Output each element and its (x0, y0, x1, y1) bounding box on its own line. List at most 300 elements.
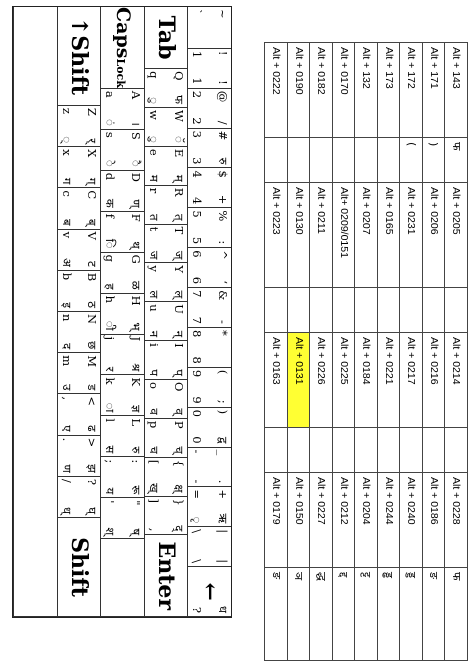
glyph-cell (310, 288, 333, 333)
key-char-bl: p (146, 420, 161, 429)
key-char-bl: b (59, 272, 74, 281)
key-char-br: 3 (190, 157, 205, 165)
key-char-bl: e (146, 148, 161, 156)
alt-code-cell: Alt + 0231 (400, 183, 423, 288)
key-char-bl: f (103, 213, 118, 218)
key-q (144, 69, 188, 108)
key-lbracket (144, 458, 188, 497)
keyboard-row (100, 7, 144, 617)
glyph-cell (310, 138, 333, 183)
key-char-br: 5 (190, 236, 205, 245)
key-pipe (187, 527, 231, 567)
key-char-tl: $ (216, 170, 230, 178)
key-char-tr: ज्ञ (128, 405, 143, 413)
key-w (144, 108, 188, 147)
key-char-br: 6 (190, 276, 205, 285)
alt-code-cell: Alt + 0226 (310, 333, 333, 428)
alt-code-cell: Alt + 0205 (445, 183, 468, 288)
key-char-tr: प् (172, 369, 187, 376)
key-char-tl: ~ (216, 9, 230, 19)
key-0 (187, 408, 231, 448)
key-char-tl: & (216, 290, 230, 301)
key-char-bl: 8 (190, 329, 205, 338)
key-char-tl: E (172, 148, 187, 158)
key-label: Tab (153, 15, 180, 60)
key-label: CapsLock (111, 7, 134, 88)
key-char-tr: : (216, 240, 230, 245)
key-equal (187, 487, 231, 527)
key-char-bl: v (59, 231, 74, 239)
glyph-cell: ङ (265, 568, 288, 661)
alt-code-cell: Alt + 0163 (265, 333, 288, 428)
key-char-tr: द् (172, 525, 187, 532)
key-char-tl: Q (172, 71, 187, 81)
alt-code-cell: Alt + 0212 (333, 473, 356, 568)
key-char-bl: 7 (190, 290, 205, 298)
key-char-tr: ब् (85, 218, 100, 226)
key-char-tl: W (172, 110, 187, 122)
key-char-bl: d (103, 172, 118, 181)
key-char-br: ि (103, 238, 118, 249)
key-char-tl: + (216, 489, 230, 500)
key-char-tl: ) (216, 409, 230, 415)
key-char-tl: O (172, 381, 187, 392)
key-char-bl: ] (146, 498, 161, 504)
key-semicolon (100, 457, 144, 498)
key-char-tr: म् (172, 174, 187, 182)
alt-code-cell: Alt + 0222 (265, 43, 288, 138)
key-char-tl: Y (172, 265, 187, 274)
key-char-tr: ऋ (216, 513, 230, 524)
key-char-tl: U (172, 304, 187, 314)
key-char-tr: रू (128, 485, 143, 495)
keyboard-row (13, 7, 57, 617)
key-char-tr: च् (172, 446, 187, 454)
alt-code-cell: Alt + 0217 (400, 333, 423, 428)
key-char-tr: ै (128, 159, 143, 167)
key-6 (187, 248, 231, 288)
glyph-cell: ड्ढ (378, 568, 401, 661)
alt-code-cell: Alt + 0131 (288, 333, 311, 428)
key-char-tr: + (216, 194, 230, 205)
key-char-bl: 6 (190, 250, 205, 258)
key-char-br: ण (59, 464, 74, 473)
key-char-bl: 5 (190, 210, 205, 218)
alt-code-cell: Alt + 0165 (378, 183, 401, 288)
key-char-bl: 3 (190, 130, 205, 138)
alt-code-cell: Alt + 0211 (310, 183, 333, 288)
key-char-tr: / (216, 120, 230, 125)
key-char-br: ध् (59, 506, 74, 515)
glyph-cell (378, 428, 401, 473)
key-char-tr: ट (85, 260, 100, 267)
key-char-bl: 2 (190, 90, 205, 99)
key-j (100, 335, 144, 376)
key-char-tr: द्व (216, 436, 230, 444)
key-v (57, 230, 101, 271)
alt-code-cell: Alt + 0240 (400, 473, 423, 568)
key-char-bl: g (103, 254, 118, 262)
key-7 (187, 288, 231, 328)
shortcut-table-wrapper (269, 42, 468, 588)
key-char-bl: u (146, 304, 161, 312)
key-rbracket (144, 497, 188, 536)
key-char-bl: y (146, 265, 161, 272)
key-z (57, 106, 101, 147)
key-8 (187, 328, 231, 368)
key-char-bl: h (103, 295, 118, 303)
key-1 (187, 49, 231, 89)
key-char-tl: X (85, 149, 100, 158)
key-char-tl: M (85, 355, 100, 367)
key-char-tr: न् (172, 330, 187, 338)
key-char-tl: P (172, 420, 187, 429)
key-char-tl: | (216, 529, 230, 534)
table-row (355, 43, 378, 661)
glyph-cell: ) (423, 138, 446, 183)
key-char-br: य (103, 487, 118, 495)
table-row (423, 43, 446, 661)
key-char-br: च (146, 446, 161, 454)
glyph-cell (333, 428, 356, 473)
key-rshift (57, 518, 101, 617)
key-minus (187, 448, 231, 488)
alt-code-cell: Alt + 0228 (445, 473, 468, 568)
glyph-cell (423, 288, 446, 333)
glyph-cell (355, 428, 378, 473)
alt-code-cell: Alt + 0150 (288, 473, 311, 568)
glyph-cell (400, 288, 423, 333)
key-char-tl: D (128, 172, 143, 182)
key-char-bl: r (146, 187, 161, 194)
key-char-br: ? (190, 606, 205, 613)
key-quote (100, 498, 144, 539)
key-char-br: ब (59, 218, 74, 226)
key-char-tl: } (172, 498, 187, 506)
key-char-br: ु (146, 97, 161, 104)
glyph-cell (378, 138, 401, 183)
key-e (144, 147, 188, 186)
key-char-tl: Z (85, 107, 100, 116)
key-slash (57, 477, 101, 518)
alt-code-cell: Alt+ 0209/0151 (333, 183, 356, 288)
key-label: ↑Shift (65, 16, 92, 96)
alt-code-cell: Alt + 172 (400, 43, 423, 138)
key-o (144, 380, 188, 419)
key-char-tr: ध (216, 605, 230, 613)
key-char-bl: w (146, 110, 161, 120)
glyph-cell: फ (445, 568, 468, 661)
alt-code-cell: Alt + 173 (378, 43, 401, 138)
key-char-br: 7 (190, 316, 205, 324)
key-k (100, 375, 144, 416)
key-9 (187, 368, 231, 408)
key-char-tl: % (216, 210, 230, 222)
glyph-cell (288, 288, 311, 333)
key-char-tr: ! (216, 80, 230, 85)
key-char-tl: A (128, 90, 143, 100)
key-char-br: श् (103, 527, 118, 536)
key-char-br: र (103, 366, 118, 372)
key-char-bl: a (103, 90, 118, 98)
key-m (57, 353, 101, 394)
table-row (288, 43, 311, 661)
key-char-tr: ‘ (216, 280, 230, 285)
glyph-cell (400, 428, 423, 473)
key-period (57, 436, 101, 477)
key-char-bl: [ (146, 459, 161, 465)
alt-code-table (265, 42, 469, 661)
key-char-br: क (103, 198, 118, 208)
alt-code-cell: Alt + 0227 (310, 473, 333, 568)
key-d (100, 171, 144, 212)
key-char-tr: . (216, 479, 230, 484)
key-char-tr: थ् (128, 241, 143, 249)
key-char-bl: = (190, 489, 205, 500)
key-char-tr: ढ (85, 425, 100, 432)
glyph-cell: ञ (288, 568, 311, 661)
key-char-bl: s (103, 131, 118, 138)
key-tab (144, 7, 188, 69)
key-char-bl: j (103, 336, 118, 341)
key-char-br: उ (59, 384, 74, 391)
glyph-cell (265, 428, 288, 473)
alt-code-cell: Alt + 0244 (378, 473, 401, 568)
key-char-tr: र् (85, 138, 100, 144)
key-char-bl: z (59, 107, 74, 114)
alt-code-cell: Alt + 171 (423, 43, 446, 138)
key-char-tl: B (85, 272, 100, 282)
key-char-br: ल (146, 290, 161, 299)
key-char-tr: घ् (85, 507, 100, 515)
key-char-tl: J (128, 336, 143, 342)
key-char-bl: c (59, 190, 74, 197)
glyph-cell (333, 288, 356, 333)
alt-code-cell: Alt + 0182 (310, 43, 333, 138)
key-char-bl: ' (103, 500, 118, 504)
alt-code-cell: Alt + 0179 (265, 473, 288, 568)
key-char-br: 9 (190, 396, 205, 404)
key-char-tr: ण् (128, 199, 143, 208)
key-char-tl: N (85, 314, 100, 325)
key-char-br: म (146, 174, 161, 182)
key-a (100, 89, 144, 130)
key-char-tr: ज् (172, 250, 187, 260)
key-char-br: ग (59, 177, 74, 185)
key-char-br: इ (59, 302, 74, 308)
key-char-bl: o (146, 381, 161, 389)
key-char-br: ख् (146, 483, 161, 493)
glyph-cell (333, 138, 356, 183)
glyph-cell: ( (400, 138, 423, 183)
key-5 (187, 208, 231, 248)
key-char-br: ृ (190, 516, 205, 524)
table-row (265, 43, 288, 661)
key-char-tl: V (85, 231, 100, 240)
key-char-br: व (146, 408, 161, 415)
key-caps (100, 7, 144, 89)
key-char-tr: ळ (128, 280, 143, 290)
key-r (144, 186, 188, 225)
key-char-br: ् (59, 136, 74, 144)
key-char-br: ं (103, 118, 118, 126)
glyph-cell (445, 428, 468, 473)
keyboard-row (187, 7, 231, 617)
alt-code-cell: Alt + 0170 (333, 43, 356, 138)
key-f (100, 212, 144, 253)
key-char-br: े (103, 159, 118, 167)
key-char-br: 8 (190, 356, 205, 364)
key-char-tr: ; (216, 399, 230, 404)
alt-code-cell: Alt + 0216 (423, 333, 446, 428)
alt-code-cell: Alt + 132 (355, 43, 378, 138)
key-char-tr: ष् (128, 528, 143, 536)
alt-code-cell: Alt + 0221 (378, 333, 401, 428)
key-char-tl: K (128, 377, 143, 387)
key-char-br: प (146, 369, 161, 376)
glyph-cell: ट्ट (355, 568, 378, 661)
key-char-br: त (146, 214, 161, 221)
key-char-br: 4 (190, 197, 205, 205)
key-char-bl: l (103, 418, 118, 423)
key-n (57, 312, 101, 353)
key-char-tl: " (128, 500, 143, 506)
key-char-tr: त् (172, 214, 187, 221)
key-char-br: , (146, 527, 161, 532)
key-char-bl: 9 (190, 369, 205, 378)
key-char-bl: q (146, 71, 161, 79)
key-char-tl: ? (85, 478, 100, 486)
key-char-tr: ठ (85, 301, 100, 308)
table-row (333, 43, 356, 661)
key-char-bl: 4 (190, 170, 205, 178)
key-i (144, 341, 188, 380)
key-char-bl: 1 (190, 50, 205, 59)
table-row (445, 43, 468, 661)
key-lshift (57, 7, 101, 106)
key-char-tl: @ (216, 90, 230, 103)
key-char-bl: n (59, 314, 74, 322)
alt-code-cell: Alt + 0130 (288, 183, 311, 288)
key-char-br: द (59, 343, 74, 350)
key-char-bl: x (59, 149, 74, 156)
key-char-tl: R (172, 187, 187, 197)
table-row (400, 43, 423, 661)
glyph-cell (265, 288, 288, 333)
key-s (100, 130, 144, 171)
key-char-bl: \ (190, 529, 205, 534)
glyph-cell (288, 138, 311, 183)
key-char-tl: _ (216, 449, 230, 456)
key-char-tl: C (85, 190, 100, 200)
key-char-br: ह (103, 283, 118, 290)
key-char-tr: ग् (85, 177, 100, 185)
key-c (57, 188, 101, 229)
key-char-tr: क्ष् (172, 484, 187, 493)
glyph-cell: ङ (423, 568, 446, 661)
key-char-br: न (146, 330, 161, 338)
alt-code-cell: Alt + 0207 (355, 183, 378, 288)
key-char-tr: रु (128, 446, 143, 454)
alt-code-cell: Alt + 0225 (333, 333, 356, 428)
key-char-br: ु (146, 136, 161, 143)
key-backspace (187, 567, 231, 617)
key-char-tl: > (85, 437, 100, 448)
glyph-cell: द्ध (310, 568, 333, 661)
key-char-tr: श्र (128, 363, 143, 372)
key-char-bl: ` (190, 9, 205, 15)
key-blank (100, 539, 144, 617)
alt-code-cell: Alt + 0223 (265, 183, 288, 288)
key-char-bl: k (103, 377, 118, 385)
key-char-br: अ (59, 257, 74, 267)
key-char-tr: झ (85, 464, 100, 473)
key-4 (187, 168, 231, 208)
key-label: Enter (153, 541, 180, 610)
key-char-br: 1 (190, 77, 205, 85)
key-char-bl: t (146, 226, 161, 232)
key-char-br: 0 (190, 436, 205, 444)
glyph-cell: ड्ड (400, 568, 423, 661)
key-sublabel: Lock (113, 58, 127, 88)
glyph-cell (355, 288, 378, 333)
key-p (144, 419, 188, 458)
alt-code-cell: Alt + 0184 (355, 333, 378, 428)
alt-code-cell: Alt + 0186 (423, 473, 446, 568)
key-char-tr: ॅ (172, 136, 187, 143)
key-char-tr: - (216, 320, 230, 324)
key-label: ← (196, 582, 223, 601)
key-char-tl: L (128, 418, 143, 427)
keyboard-row (57, 7, 101, 617)
alt-code-cell: Alt + 0190 (288, 43, 311, 138)
key-char-tl: F (128, 213, 143, 222)
key-char-br: - (190, 479, 205, 484)
key-char-tl: S (128, 131, 143, 140)
key-char-tl: ( (216, 369, 230, 375)
table-row (378, 43, 401, 661)
keyboard-layout-image (12, 6, 232, 618)
key-char-tl: I (172, 343, 187, 348)
key-t (144, 225, 188, 264)
glyph-cell: द्द (333, 568, 356, 661)
key-char-br: 2 (190, 117, 205, 125)
alt-code-cell: Alt + 0206 (423, 183, 446, 288)
key-char-bl: , (59, 396, 74, 401)
key-char-tr: ड (85, 384, 100, 391)
key-g (100, 253, 144, 294)
key-char-tr: व् (172, 408, 187, 415)
glyph-cell: फ (445, 138, 468, 183)
key-y (144, 263, 188, 302)
key-char-tl: < (85, 396, 100, 407)
key-char-tr: ल् (172, 290, 187, 299)
key-char-tl: * (216, 329, 230, 336)
key-char-bl: i (146, 343, 161, 347)
keyboard (13, 7, 231, 617)
key-char-tl: T (172, 226, 187, 235)
key-space-row (13, 7, 57, 617)
key-h (100, 294, 144, 335)
alt-code-cell: Alt + 0214 (445, 333, 468, 428)
alt-code-cell: Alt + 143 (445, 43, 468, 138)
key-comma (57, 394, 101, 435)
key-x (57, 147, 101, 188)
key-char-tl: H (128, 295, 143, 306)
key-char-tl: { (172, 459, 187, 468)
key-char-br: ज (146, 250, 161, 260)
glyph-cell (423, 428, 446, 473)
